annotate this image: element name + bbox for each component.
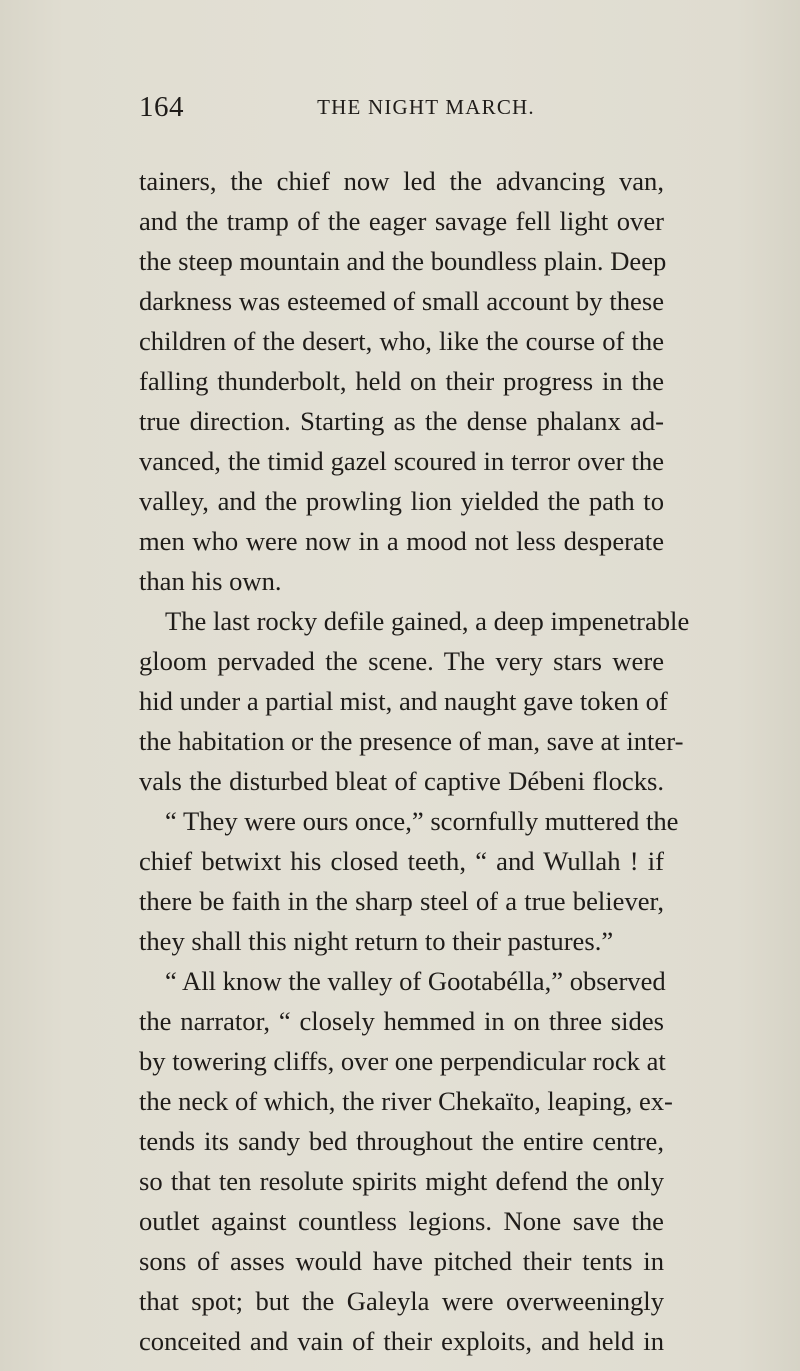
text-line: sons of asses would have pitched their tents in (139, 1246, 664, 1276)
text-line: the neck of which, the river Chekaïto, leaping, ex- (139, 1086, 673, 1116)
running-title: THE NIGHT MARCH. (317, 95, 535, 119)
page-header (139, 91, 665, 131)
page-number: 164 (139, 91, 184, 123)
text-line: the steep mountain and the boundless plain. Deep (139, 246, 667, 276)
text-line: vals the disturbed bleat of captive Débeni flocks. (139, 766, 664, 796)
text-line: conceited and vain of their exploits, and held in (139, 1326, 664, 1356)
text-line: outlet against countless legions. None save the (139, 1206, 664, 1236)
text-line: vanced, the timid gazel scoured in terror over the (139, 446, 664, 476)
text-line: that spot; but the Galeyla were overweeningly (139, 1286, 664, 1316)
text-line: tends its sandy bed throughout the entire centre, (139, 1126, 664, 1156)
text-line: the narrator, “ closely hemmed in on three sides (139, 1006, 664, 1036)
text-line: men who were now in a mood not less desperate (139, 526, 664, 556)
text-line: and the tramp of the eager savage fell light over (139, 206, 664, 236)
text-line: valley, and the prowling lion yielded the path to (139, 486, 664, 516)
text-line: by towering cliffs, over one perpendicular rock at (139, 1046, 666, 1076)
text-line: they shall this night return to their pastures.” (139, 926, 614, 956)
text-line: than his own. (139, 566, 282, 596)
text-line: darkness was esteemed of small account by these (139, 286, 664, 316)
text-line: children of the desert, who, like the course of the (139, 326, 664, 356)
text-line: The last rocky defile gained, a deep impenetrable (165, 606, 690, 636)
text-line: chief betwixt his closed teeth, “ and Wullah ! if (139, 846, 664, 876)
text-line: so that ten resolute spirits might defend the only (139, 1166, 664, 1196)
body-text (139, 161, 690, 1361)
text-line: “ They were ours once,” scornfully muttered the (165, 806, 679, 836)
text-line: gloom pervaded the scene. The very stars were (139, 646, 664, 676)
text-line: “ All know the valley of Gootabélla,” observed (165, 966, 666, 996)
text-line: true direction. Starting as the dense phalanx ad- (139, 406, 664, 436)
text-line: hid under a partial mist, and naught gave token of (139, 686, 668, 716)
text-line: the habitation or the presence of man, save at inter- (139, 726, 684, 756)
text-line: tainers, the chief now led the advancing van, (139, 166, 664, 196)
text-line: there be faith in the sharp steel of a true believer, (139, 886, 664, 916)
text-line: falling thunderbolt, held on their progress in the (139, 366, 664, 396)
